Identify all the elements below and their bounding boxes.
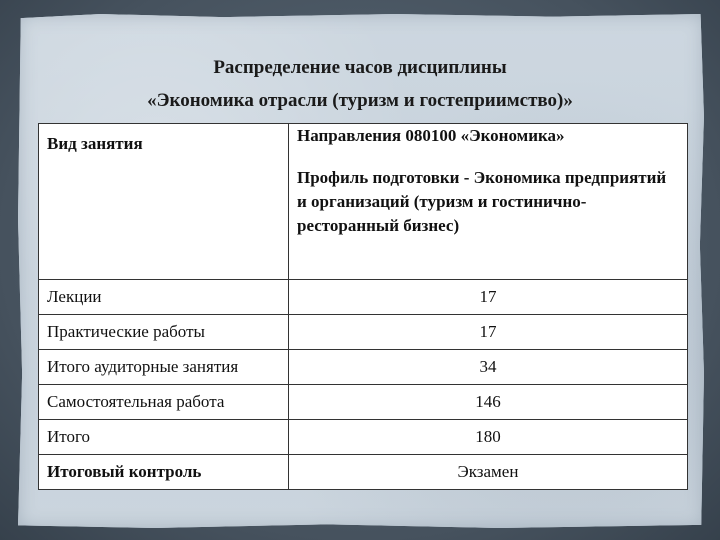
row-value: 34 (289, 350, 688, 385)
row-label: Итого аудиторные занятия (39, 350, 289, 385)
row-label: Практические работы (39, 315, 289, 350)
header-activity-type-label: Вид занятия (47, 134, 143, 153)
hours-table (38, 123, 688, 490)
table-row (39, 420, 688, 455)
row-value: 146 (289, 385, 688, 420)
table-row (39, 455, 688, 490)
row-label: Итоговый контроль (39, 455, 289, 490)
table-header-row (39, 124, 688, 280)
header-direction-label: Направления 080100 «Экономика» (297, 126, 565, 145)
table-row (39, 385, 688, 420)
row-label: Лекции (39, 280, 289, 315)
row-value: Экзамен (289, 455, 688, 490)
table-row (39, 350, 688, 385)
row-label: Итого (39, 420, 289, 455)
header-profile-label: Профиль подготовки - Экономика предприятий и организаций (туризм и гостинично-ресторанный бизнес) (297, 168, 667, 235)
slide-title (40, 51, 680, 117)
title-line-1: Распределение часов дисциплины (213, 57, 507, 78)
row-label: Самостоятельная работа (39, 385, 289, 420)
table-row (39, 280, 688, 315)
row-value: 17 (289, 280, 688, 315)
row-value: 180 (289, 420, 688, 455)
header-cell-activity-type (39, 124, 289, 280)
title-line-2: «Экономика отрасли (туризм и гостеприимство)» (147, 90, 573, 111)
table-row (39, 315, 688, 350)
header-cell-direction (289, 124, 688, 280)
row-value: 17 (289, 315, 688, 350)
